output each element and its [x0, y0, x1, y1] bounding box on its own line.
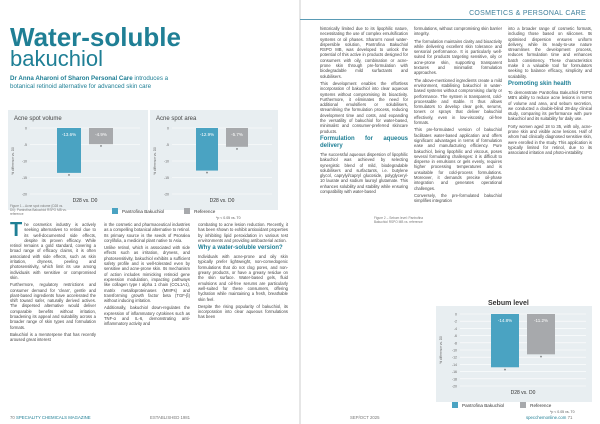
legend-swatch-product	[112, 208, 118, 214]
sebum-legend-swatch-product	[452, 402, 458, 408]
footer-established: ESTABLISHED 1981	[150, 415, 191, 420]
bar-reference	[226, 128, 248, 147]
body-col5-p5: Conversely, the pre-formulated bakuchiol simplifies integration	[414, 192, 502, 204]
y-tick-label: -10	[451, 348, 457, 353]
data-label: -5.7%	[231, 132, 243, 137]
footer-date: SEP/OCT 2025	[350, 415, 380, 420]
figure-acne-volume	[8, 110, 148, 210]
body-col5-p1: formulations, without compromising skin barrier integrity.	[414, 26, 502, 37]
y-tick-label: -10	[21, 159, 27, 164]
data-label: -4.9%	[95, 132, 107, 137]
significance-marker: *	[236, 147, 238, 154]
chart-acne-volume	[8, 110, 148, 210]
sebum-legend-swatch-reference	[520, 402, 526, 408]
y-tick-label: 0	[455, 312, 457, 317]
data-label: -12.9%	[199, 132, 215, 137]
body-column-5	[414, 26, 502, 206]
y-tick-label: -14	[451, 362, 457, 367]
y-tick-label: -15	[163, 176, 169, 180]
body-col3-p2: Individuals with acne-prone and oily skin typically prefer lightweight, non-comedogenic formulations that do not clog pores, and non-greasy products, or have a greasy residue on the skin surface. Water-based gels, fluid emulsions and oil-free serums are particularly well-suited for these consumers, offering hydration while maintaining a fresh, breathable skin feel.	[198, 254, 288, 302]
y-axis-label: % difference vs. D0	[439, 336, 443, 364]
body-column-2	[104, 222, 190, 329]
y-tick-label: 0	[167, 126, 169, 131]
right-page-number: 71	[567, 415, 573, 420]
chart-sebum-level	[436, 306, 592, 402]
byline	[10, 75, 180, 91]
title-line-1: Water-soluble	[10, 22, 181, 52]
y-tick-label: -18	[451, 377, 457, 382]
heading-water-soluble: Why a water-soluble version?	[198, 245, 283, 252]
body-col4-p1: historically limited due to its lipophilic nature, necessitating the use of complex emulsification systems or oil phases. Sharon's novel water-dispersible solution, Pantrofina Bakuchiol RSPO MB, was developed to unlock the potential of this active in products designed for consumers with oily, combination or acne-prone skin through pre-formulation with biodegradable mild surfactants and solubilisers.	[320, 26, 408, 79]
heading-formulation: Formulation for aqueous delivery	[320, 135, 408, 149]
body-col1-p2: Furthermore, regulatory restrictions and consumer demand for 'clean', gentle and plant-based ingredients have accelerated the shift toward safer, naturally derived actives. The dispersed alternative would deliver comparable benefits without irritation, broadening its appeal and suitability across a broader range of skin types and formulation formats.	[10, 282, 96, 330]
body-col1-p1: he cosmetics industry is actively seeking alternatives to retinol due to its well-documented side effects, despite its proven efficacy. While retinol remains a gold standard, covering a broad range of efficacy claims, it is often associated with side effects, such as skin irritation, dryness, peeling and photosensitivity, which limit its use among individuals with sensitive or compromised skin.	[10, 222, 96, 280]
significance-marker: *	[100, 145, 102, 152]
body-col5-p3: The above-mentioned ingredients create a mild environment, stabilising bakuchiol in water-based systems without compromising clarity or performance. The system is transparent, cold-processable and stable. It thus allows formulators to develop clear gels, serums, toners or sprays that deliver bakuchiol effectively, even in low-viscosity, oil-free formats.	[414, 77, 502, 126]
significance-marker: *	[504, 368, 506, 375]
legend-product: Pantrofina Bakuchiol	[122, 208, 165, 214]
y-tick-label: -4	[453, 326, 457, 331]
legend-reference: Reference	[194, 208, 216, 214]
y-tick-label: -6	[453, 334, 457, 339]
y-tick-label: 0	[25, 126, 27, 131]
y-tick-label: -5	[23, 143, 27, 147]
chart-title: Acne spot volume	[14, 116, 62, 122]
chart-title: Acne spot area	[156, 116, 197, 122]
x-axis-label: D28 vs. D0	[72, 198, 98, 204]
left-page-number: 70	[10, 415, 15, 420]
significance-marker: *	[68, 173, 70, 180]
significance-marker: *	[206, 171, 208, 178]
body-col2-p3: Additionally, bakuchiol down-regulates the expression of inflammatory cytokines such as TNF-α and IL-6, demonstrating anti-inflammatory activity and	[104, 305, 190, 327]
sebum-p-note: *p < 0.05 vs. T0	[550, 410, 575, 414]
legend-swatch-reference	[184, 208, 190, 214]
data-label: -11.2%	[534, 318, 548, 323]
y-tick-label: -15	[21, 176, 27, 180]
y-axis-label: % difference vs. D0	[153, 147, 157, 175]
p-value-note: *p < 0.05 vs. T0	[216, 216, 241, 220]
y-tick-label: -20	[21, 192, 27, 197]
byline-suffix: introduces a botanical retinoid alternative for advanced skin care	[10, 75, 169, 90]
publication-name: SPECIALITY CHEMICALS MAGAZINE	[15, 415, 91, 420]
body-col6-p2: To demonstrate Pantrofina Bakuchiol RSPO MB's ability to reduce acne lesions in terms of volume and area, and sebum secretion, we conducted a double-blind 28-day clinical study, comparing its performance with pure bakuchiol and its suitability for daily use.	[508, 89, 592, 122]
title-line-2: bakuchiol	[10, 46, 103, 71]
body-col6-p1: into a broader range of cosmetic formats, including those based on silicones. Its optimised dispersion ensures uniform delivery, while its ready-to-use nature streamlines the development process, reduces formulation time and enhances batch consistency. These characteristics make it a valuable tool for formulators seeking to balance efficacy, simplicity and scalability.	[508, 26, 592, 79]
sebum-legend	[452, 402, 551, 408]
body-column-3	[198, 222, 288, 322]
chart-acne-area	[150, 110, 278, 210]
body-col3-p3: Despite the rising popularity of bakuchiol, its incorporation into clear aqueous formulations has been	[198, 303, 288, 320]
heading-promoting-skin: Promoting skin health	[508, 80, 572, 87]
body-col5-p4: This pre-formulated version of bakuchiol facilitates water-based application and offers significant advantages in terms of formulation ease and manufacturing efficiency. Pure bakuchiol, being lipophilic and viscous, poses several formulating challenges: it is difficult to disperse in emulsions or gels evenly, requires higher processing temperatures and is unsuitable for cold-process formulations. Moreover, it demands precise oil-phase integration and generates operational challenges.	[414, 127, 502, 191]
body-col1-p3: Bakuchiol is a meroterpene that has recently aroused great interest	[10, 331, 96, 343]
body-column-6	[508, 26, 592, 158]
figure-acne-area	[150, 110, 278, 210]
drop-cap: T	[10, 219, 23, 241]
body-col5-p2: The formulation maintains clarity and bioactivity while delivering excellent skin tolerance and sensorial performance. It is particularly well-suited for products targeting sensitive, oily or acne-prone skin, supporting transparent textures and minimalist formulation approaches.	[414, 38, 502, 76]
footer-right	[526, 415, 572, 420]
legend	[112, 208, 215, 214]
body-col2-p1: in the cosmetic and pharmaceutical industries as a compelling botanical alternative to retinol. Its primary source is the seeds of Psoralea corylifolia, a medicinal plant native to Asia.	[104, 222, 190, 243]
data-label: -14.8%	[497, 318, 513, 323]
body-column-4	[320, 26, 408, 196]
figure-sebum-level	[436, 306, 592, 402]
y-tick-label: -8	[453, 341, 457, 346]
body-column-1	[10, 219, 96, 345]
body-col6-p3: Forty women aged 18 to 35, with oily, acne-prone skin and visible acne lesions. Half of whom had clinically diagnosed sensitive skin, were enrolled in the study. This application is typically limited for retinol, due to its associated irritation and photo-instability.	[508, 123, 592, 156]
x-axis-label: D28 vs. D0	[510, 390, 536, 396]
y-tick-label: -12	[451, 355, 457, 360]
body-col2-p2: Unlike retinol, which is associated with side effects such as irritation, dryness, and photosensitivity, bakuchiol exhibits a sufficient safety profile and is well-tolerated even by sensitive and acne-prone skin. Its mechanism of action includes mimicking retinoid gene expression modulation, impacting pathways like collagen type I alpha 1 chain (COL1A1), matrix metalloproteinases (MMPs) and transforming growth factor beta (TGF-β) without inducing irritation.	[104, 245, 190, 304]
article-title	[10, 22, 200, 71]
y-tick-label: -10	[163, 159, 169, 164]
body-col4-p2: This development enables the effortless incorporation of bakuchiol into clear aqueous systems without compromising its bioactivity. Furthermore, it eliminates the need for additional emulsifiers or solubilisers, streamlining the formulation process, reducing development time and costs, and expanding the versatility of bakuchiol for water-based, minimalist and consumer-preferred skincare products.	[320, 80, 408, 134]
figure-2-caption: Figure 2 – Sebum level: Pantrofina Bakuchiol RSPO MB vs. reference	[374, 216, 424, 224]
byline-company: Sharon Personal Care	[68, 75, 133, 82]
byline-prefix: Dr Anna Aharoni of	[10, 75, 67, 82]
y-tick-label: -2	[453, 319, 457, 324]
body-col4-p3: The successful aqueous dispersion of lipophilic bakuchiol was achieved by selecting synergistic blend of mild, biodegradable solubilisers and surfactants, i.e. butylene glycol, caprylyl/capryl glucoside, polyglyceryl-10 laurate and sodium lauroyl glutamate. This enhances solubility and stability while ensuring compatibility with water-based	[320, 151, 408, 195]
y-tick-label: -20	[163, 192, 169, 197]
figure-1-caption: Figure 1 – Acne spot volume (D28 vs. D0): Pantrofina Bakuchiol RSPO MB vs. reference	[10, 204, 67, 216]
sebum-chart-title: Sebum level	[488, 300, 529, 307]
x-axis-label: D28 vs. D0	[209, 198, 235, 204]
body-col3-p1: combating to acne lesion reduction. Recently, it has been shown to exhibit antioxidant properties by inhibiting lipid peroxidation in various test environments and providing antibacterial action.	[198, 222, 288, 243]
y-tick-label: -5	[165, 143, 169, 147]
significance-marker: *	[540, 355, 542, 362]
data-label: -13.6%	[61, 132, 77, 137]
footer-left	[10, 415, 91, 420]
section-label: COSMETICS & PERSONAL CARE	[469, 10, 586, 17]
y-axis-label: % difference vs. D0	[11, 147, 15, 175]
website: specchemonline.com	[526, 415, 567, 420]
sebum-legend-reference: Reference	[530, 402, 552, 408]
y-tick-label: -20	[451, 384, 457, 389]
y-tick-label: -16	[451, 370, 457, 375]
sebum-legend-product: Pantrofina Bakuchiol	[462, 402, 505, 408]
